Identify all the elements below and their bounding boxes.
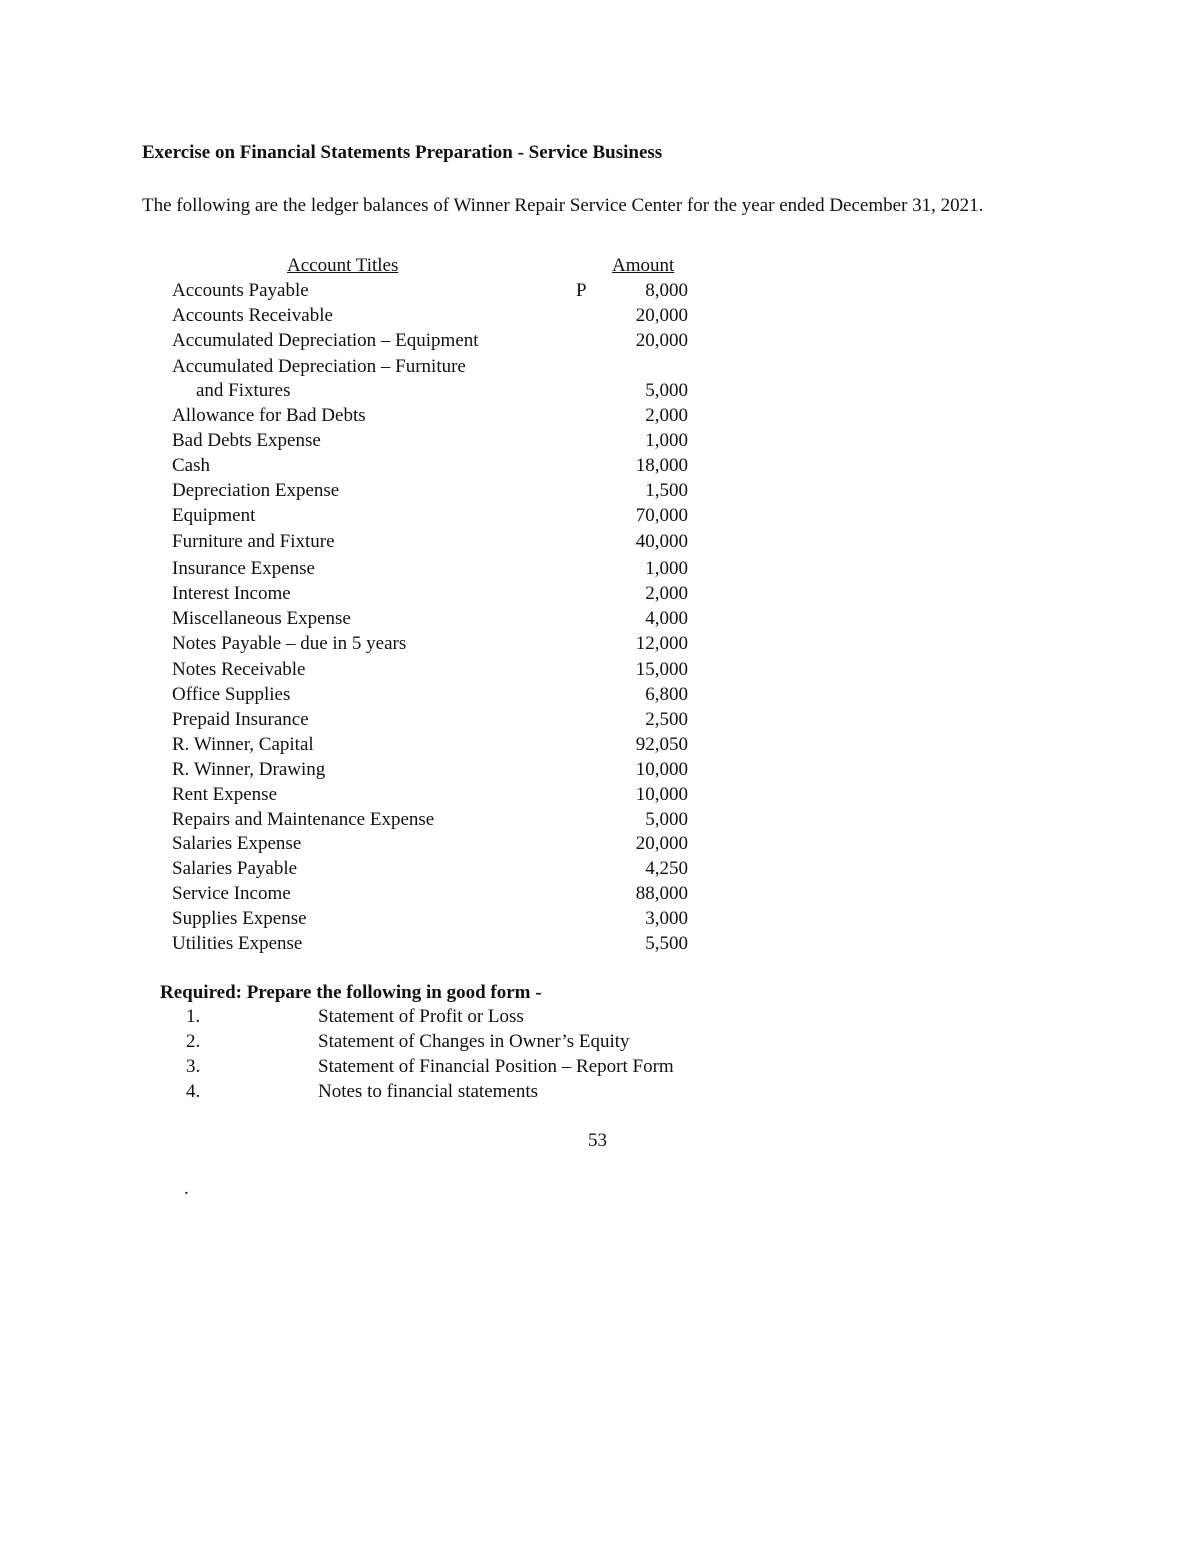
account-amount: 20,000 [635, 305, 688, 326]
account-title: Equipment [172, 505, 256, 526]
account-title: R. Winner, Capital [172, 734, 314, 755]
account-title: Rent Expense [172, 784, 278, 805]
ledger-row [0, 405, 1200, 430]
account-amount: 5,000 [645, 380, 688, 401]
page-number: 53 [588, 1130, 607, 1151]
stray-mark: . [184, 1178, 189, 1199]
account-amount: 8,000 [645, 280, 688, 301]
account-amount: 70,000 [635, 505, 688, 526]
ledger-row [0, 734, 1200, 759]
account-amount: 40,000 [635, 531, 688, 552]
ledger-row [0, 883, 1200, 908]
account-title: Interest Income [172, 583, 291, 604]
account-title: Miscellaneous Expense [172, 608, 351, 629]
account-title: Utilities Expense [172, 933, 303, 954]
ledger-row [0, 505, 1200, 530]
account-title: Depreciation Expense [172, 480, 340, 501]
ledger-row [0, 908, 1200, 933]
account-title: R. Winner, Drawing [172, 759, 326, 780]
required-item [0, 1056, 1200, 1081]
account-amount: 1,000 [645, 430, 688, 451]
required-item [0, 1031, 1200, 1056]
ledger-row [0, 455, 1200, 480]
ledger-row [0, 531, 1200, 556]
ledger-row [0, 608, 1200, 633]
ledger-row [0, 380, 1200, 405]
account-amount: 2,000 [645, 405, 688, 426]
account-amount: 6,800 [645, 684, 688, 705]
required-item-text: Statement of Profit or Loss [318, 1006, 524, 1027]
required-item-number: 2. [186, 1031, 201, 1052]
account-title: Repairs and Maintenance Expense [172, 809, 435, 830]
account-title: Notes Receivable [172, 659, 306, 680]
account-title: Notes Payable – due in 5 years [172, 633, 407, 654]
ledger-row [0, 933, 1200, 958]
account-amount: 4,000 [645, 608, 688, 629]
required-heading: Required: Prepare the following in good form - [160, 982, 542, 1003]
account-amount: 18,000 [635, 455, 688, 476]
account-amount: 20,000 [635, 330, 688, 351]
ledger-row [0, 430, 1200, 455]
account-title: Salaries Payable [172, 858, 298, 879]
account-title: Allowance for Bad Debts [172, 405, 366, 426]
ledger-row [0, 356, 1200, 381]
ledger-row [0, 833, 1200, 858]
account-title: Accounts Receivable [172, 305, 333, 326]
account-amount: 1,500 [645, 480, 688, 501]
required-item-number: 4. [186, 1081, 201, 1102]
account-title: Insurance Expense [172, 558, 315, 579]
ledger-row [0, 558, 1200, 583]
account-amount: 4,250 [645, 858, 688, 879]
account-amount: 5,000 [645, 809, 688, 830]
column-header-account-titles: Account Titles [287, 255, 399, 276]
required-item-text: Statement of Financial Position – Report Form [318, 1056, 674, 1077]
account-title: Office Supplies [172, 684, 291, 705]
account-amount: 92,050 [635, 734, 688, 755]
account-title: Accounts Payable [172, 280, 309, 301]
ledger-row [0, 305, 1200, 330]
column-header-amount: Amount [612, 255, 675, 276]
ledger-row [0, 280, 1200, 305]
account-title: Service Income [172, 883, 291, 904]
required-item [0, 1081, 1200, 1106]
required-item-text: Statement of Changes in Owner’s Equity [318, 1031, 630, 1052]
ledger-row [0, 809, 1200, 834]
account-amount: 2,500 [645, 709, 688, 730]
required-item-number: 3. [186, 1056, 201, 1077]
account-title: Accumulated Depreciation – Furniture [172, 356, 466, 377]
account-title: Bad Debts Expense [172, 430, 321, 451]
account-title: Cash [172, 455, 210, 476]
account-amount: 88,000 [635, 883, 688, 904]
ledger-row [0, 659, 1200, 684]
account-amount: 15,000 [635, 659, 688, 680]
account-amount: 10,000 [635, 784, 688, 805]
ledger-row [0, 583, 1200, 608]
account-title: Accumulated Depreciation – Equipment [172, 330, 479, 351]
exercise-title: Exercise on Financial Statements Preparation - Service Business [142, 142, 663, 163]
account-title: Prepaid Insurance [172, 709, 309, 730]
account-amount: 12,000 [635, 633, 688, 654]
account-title: and Fixtures [196, 380, 291, 401]
ledger-row [0, 480, 1200, 505]
required-item [0, 1006, 1200, 1031]
currency-symbol: P [576, 280, 587, 301]
account-amount: 3,000 [645, 908, 688, 929]
ledger-row [0, 684, 1200, 709]
required-item-number: 1. [186, 1006, 201, 1027]
ledger-row [0, 709, 1200, 734]
account-title: Furniture and Fixture [172, 531, 335, 552]
ledger-row [0, 858, 1200, 883]
ledger-row [0, 330, 1200, 355]
account-amount: 20,000 [635, 833, 688, 854]
account-amount: 10,000 [635, 759, 688, 780]
ledger-row [0, 633, 1200, 658]
account-title: Salaries Expense [172, 833, 302, 854]
intro-paragraph: The following are the ledger balances of Winner Repair Service Center for the year ended December 31, 2021. [142, 195, 984, 216]
account-amount: 2,000 [645, 583, 688, 604]
ledger-row [0, 784, 1200, 809]
required-item-text: Notes to financial statements [318, 1081, 539, 1102]
ledger-row [0, 759, 1200, 784]
account-amount: 5,500 [645, 933, 688, 954]
account-amount: 1,000 [645, 558, 688, 579]
account-title: Supplies Expense [172, 908, 307, 929]
